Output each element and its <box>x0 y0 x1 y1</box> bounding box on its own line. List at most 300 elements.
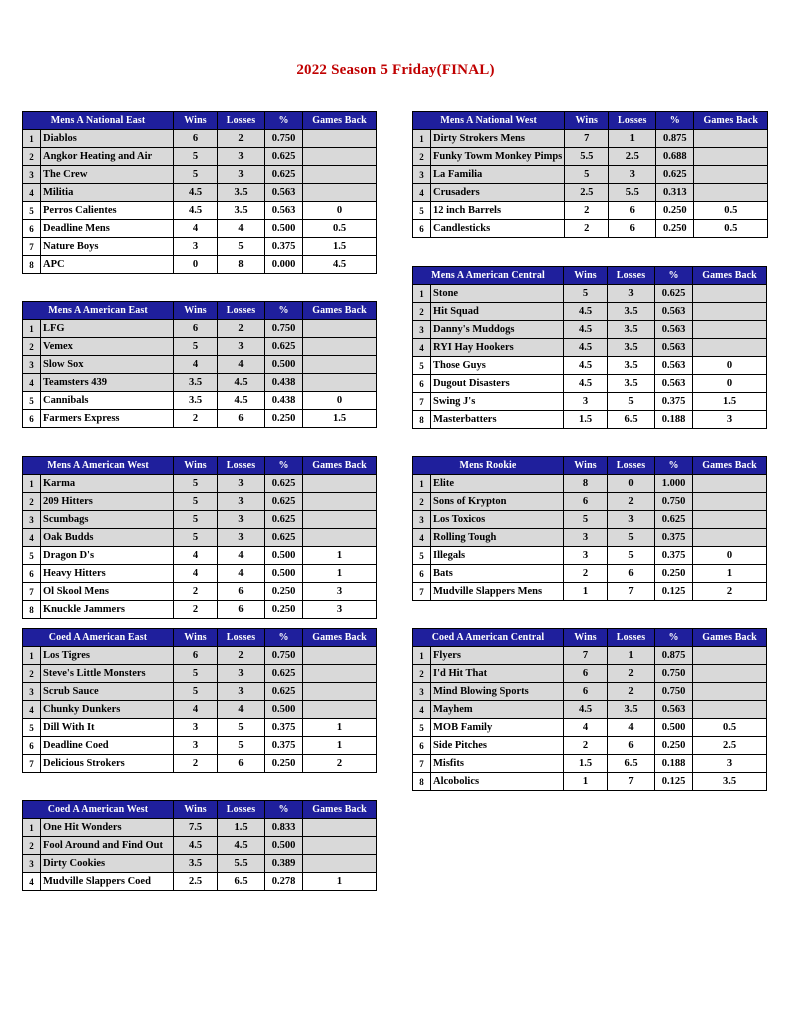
team-games-back: 1 <box>693 565 767 583</box>
table-row <box>413 148 768 166</box>
team-name: MOB Family <box>431 719 564 737</box>
row-rank: 1 <box>23 320 41 338</box>
team-losses: 3.5 <box>218 184 265 202</box>
team-name: 209 Hitters <box>41 493 174 511</box>
row-rank: 7 <box>23 238 41 256</box>
row-rank: 1 <box>23 130 41 148</box>
table-row <box>23 873 377 891</box>
team-losses: 5 <box>608 393 655 411</box>
team-games-back: 0 <box>303 202 377 220</box>
column-header-losses: Losses <box>218 457 265 475</box>
division-title: Mens A National East <box>23 112 174 130</box>
table-header-row <box>413 457 767 475</box>
table-row <box>23 392 377 410</box>
team-losses: 4.5 <box>218 392 265 410</box>
team-wins: 5 <box>174 166 218 184</box>
column-header-games-back: Games Back <box>694 112 768 130</box>
team-name: Swing J's <box>431 393 564 411</box>
team-wins: 4.5 <box>564 303 608 321</box>
team-name: One Hit Wonders <box>41 819 174 837</box>
team-games-back: 1 <box>303 547 377 565</box>
team-name: Los Tigres <box>41 647 174 665</box>
team-wins: 3.5 <box>174 855 218 873</box>
table-row <box>413 339 767 357</box>
row-rank: 1 <box>23 819 41 837</box>
row-rank: 2 <box>23 837 41 855</box>
team-pct: 0.625 <box>265 493 303 511</box>
column-header-wins: Wins <box>174 112 218 130</box>
division-title: Coed A American West <box>23 801 174 819</box>
team-losses: 3 <box>218 683 265 701</box>
row-rank: 3 <box>23 855 41 873</box>
table-row <box>413 184 768 202</box>
table-row <box>413 321 767 339</box>
team-wins: 2 <box>174 410 218 428</box>
team-games-back <box>693 321 767 339</box>
team-name: Scrub Sauce <box>41 683 174 701</box>
table-row <box>23 320 377 338</box>
table-row <box>413 737 767 755</box>
table-row <box>23 683 377 701</box>
table-row <box>413 166 768 184</box>
team-losses: 1 <box>608 647 655 665</box>
team-losses: 3 <box>218 338 265 356</box>
team-wins: 2 <box>565 220 609 238</box>
team-wins: 5 <box>564 511 608 529</box>
team-name: Nature Boys <box>41 238 174 256</box>
row-rank: 3 <box>23 511 41 529</box>
row-rank: 6 <box>23 410 41 428</box>
row-rank: 5 <box>23 392 41 410</box>
table-row <box>413 220 768 238</box>
division-title: Coed A American Central <box>413 629 564 647</box>
standings-table-coed-a-american-central <box>412 628 767 791</box>
table-row <box>23 220 377 238</box>
row-rank: 3 <box>413 511 431 529</box>
table-row <box>413 755 767 773</box>
team-name: Knuckle Jammers <box>41 601 174 619</box>
team-name: Side Pitches <box>431 737 564 755</box>
team-name: Chunky Dunkers <box>41 701 174 719</box>
team-games-back <box>303 819 377 837</box>
team-losses: 1.5 <box>218 819 265 837</box>
row-rank: 1 <box>413 130 431 148</box>
team-wins: 3 <box>174 238 218 256</box>
standings-table-mens-a-national-east <box>22 111 377 274</box>
team-games-back: 3 <box>693 755 767 773</box>
team-games-back <box>303 855 377 873</box>
row-rank: 4 <box>413 184 431 202</box>
team-games-back: 0.5 <box>693 719 767 737</box>
row-rank: 8 <box>413 773 431 791</box>
team-pct: 0.563 <box>265 202 303 220</box>
team-pct: 0.500 <box>265 701 303 719</box>
team-name: 12 inch Barrels <box>431 202 565 220</box>
team-pct: 0.250 <box>656 220 694 238</box>
standings-table-coed-a-american-east <box>22 628 377 773</box>
team-pct: 0.625 <box>655 285 693 303</box>
table-row <box>23 356 377 374</box>
team-games-back <box>694 148 768 166</box>
team-wins: 2.5 <box>174 873 218 891</box>
team-losses: 5.5 <box>609 184 656 202</box>
team-pct: 0.375 <box>655 393 693 411</box>
team-losses: 2 <box>608 665 655 683</box>
team-wins: 6 <box>174 130 218 148</box>
row-rank: 3 <box>413 166 431 184</box>
table-header-row <box>413 112 768 130</box>
column-header-pct: % <box>656 112 694 130</box>
team-games-back: 3 <box>693 411 767 429</box>
team-games-back <box>303 511 377 529</box>
row-rank: 6 <box>23 737 41 755</box>
team-games-back <box>693 665 767 683</box>
team-pct: 0.563 <box>655 303 693 321</box>
row-rank: 2 <box>413 665 431 683</box>
team-losses: 5 <box>608 529 655 547</box>
team-name: Rolling Tough <box>431 529 564 547</box>
standings-table-mens-a-american-central <box>412 266 767 429</box>
column-header-games-back: Games Back <box>693 629 767 647</box>
table-header-row <box>23 629 377 647</box>
team-wins: 4 <box>174 356 218 374</box>
row-rank: 3 <box>413 321 431 339</box>
team-games-back <box>694 184 768 202</box>
team-losses: 6.5 <box>608 755 655 773</box>
team-games-back <box>303 148 377 166</box>
row-rank: 2 <box>23 338 41 356</box>
column-header-wins: Wins <box>565 112 609 130</box>
team-wins: 1.5 <box>564 411 608 429</box>
team-name: Deadline Coed <box>41 737 174 755</box>
team-pct: 0.375 <box>265 238 303 256</box>
table-row <box>413 130 768 148</box>
team-wins: 4.5 <box>174 837 218 855</box>
team-losses: 4 <box>218 220 265 238</box>
table-row <box>413 375 767 393</box>
team-pct: 0.750 <box>655 493 693 511</box>
column-header-losses: Losses <box>218 112 265 130</box>
team-pct: 0.125 <box>655 583 693 601</box>
table-row <box>23 130 377 148</box>
team-games-back: 0.5 <box>303 220 377 238</box>
division-title: Mens A National West <box>413 112 565 130</box>
team-losses: 3 <box>218 166 265 184</box>
team-pct: 0.313 <box>656 184 694 202</box>
table-row <box>23 148 377 166</box>
team-wins: 5 <box>174 475 218 493</box>
row-rank: 7 <box>413 755 431 773</box>
column-header-wins: Wins <box>564 629 608 647</box>
division-title: Mens A American East <box>23 302 174 320</box>
table-header-row <box>23 302 377 320</box>
team-pct: 0.250 <box>265 601 303 619</box>
team-losses: 3 <box>218 148 265 166</box>
row-rank: 3 <box>23 356 41 374</box>
row-rank: 2 <box>413 303 431 321</box>
team-wins: 5 <box>174 529 218 547</box>
team-name: Danny's Muddogs <box>431 321 564 339</box>
table-row <box>23 184 377 202</box>
team-losses: 3 <box>218 475 265 493</box>
table-row <box>413 285 767 303</box>
column-header-games-back: Games Back <box>303 457 377 475</box>
table-row <box>23 601 377 619</box>
table-row <box>23 202 377 220</box>
team-name: La Familia <box>431 166 565 184</box>
row-rank: 4 <box>23 701 41 719</box>
team-games-back <box>303 475 377 493</box>
team-pct: 0.375 <box>265 719 303 737</box>
column-header-wins: Wins <box>174 457 218 475</box>
team-name: Dirty Strokers Mens <box>431 130 565 148</box>
row-rank: 4 <box>23 873 41 891</box>
team-name: Mayhem <box>431 701 564 719</box>
team-wins: 4 <box>174 547 218 565</box>
table-row <box>413 202 768 220</box>
column-header-wins: Wins <box>174 801 218 819</box>
team-losses: 2 <box>608 493 655 511</box>
team-games-back: 0 <box>693 375 767 393</box>
team-pct: 0.625 <box>265 529 303 547</box>
team-losses: 8 <box>218 256 265 274</box>
team-name: I'd Hit That <box>431 665 564 683</box>
team-name: Stone <box>431 285 564 303</box>
team-games-back: 0.5 <box>694 202 768 220</box>
team-losses: 3.5 <box>608 339 655 357</box>
team-wins: 4.5 <box>564 339 608 357</box>
table-header-row <box>23 801 377 819</box>
team-pct: 0.625 <box>265 475 303 493</box>
team-losses: 0 <box>608 475 655 493</box>
row-rank: 2 <box>23 148 41 166</box>
row-rank: 5 <box>23 719 41 737</box>
table-row <box>413 475 767 493</box>
table-row <box>23 755 377 773</box>
team-losses: 2 <box>218 130 265 148</box>
table-row <box>413 701 767 719</box>
team-wins: 4.5 <box>564 375 608 393</box>
row-rank: 1 <box>413 285 431 303</box>
team-losses: 7 <box>608 773 655 791</box>
team-games-back <box>694 130 768 148</box>
row-rank: 7 <box>23 583 41 601</box>
team-losses: 5 <box>218 238 265 256</box>
team-pct: 0.500 <box>265 565 303 583</box>
team-name: Perros Calientes <box>41 202 174 220</box>
team-wins: 2 <box>174 583 218 601</box>
team-pct: 0.688 <box>656 148 694 166</box>
team-losses: 4 <box>218 356 265 374</box>
row-rank: 5 <box>23 547 41 565</box>
team-games-back <box>303 529 377 547</box>
team-losses: 4 <box>218 701 265 719</box>
team-pct: 0.750 <box>655 665 693 683</box>
team-wins: 6 <box>564 665 608 683</box>
table-row <box>23 238 377 256</box>
team-wins: 6 <box>174 320 218 338</box>
team-pct: 0.000 <box>265 256 303 274</box>
team-losses: 3 <box>609 166 656 184</box>
team-name: Mudville Slappers Coed <box>41 873 174 891</box>
team-games-back <box>303 338 377 356</box>
team-games-back <box>303 493 377 511</box>
team-wins: 5 <box>174 148 218 166</box>
row-rank: 5 <box>413 547 431 565</box>
team-name: Illegals <box>431 547 564 565</box>
team-name: Crusaders <box>431 184 565 202</box>
standings-table-mens-a-national-west <box>412 111 768 238</box>
team-wins: 5 <box>174 683 218 701</box>
team-games-back: 0 <box>693 357 767 375</box>
team-pct: 0.250 <box>655 565 693 583</box>
team-wins: 7.5 <box>174 819 218 837</box>
row-rank: 8 <box>23 256 41 274</box>
division-title: Mens Rookie <box>413 457 564 475</box>
column-header-games-back: Games Back <box>303 112 377 130</box>
team-wins: 4 <box>174 220 218 238</box>
row-rank: 2 <box>413 148 431 166</box>
team-pct: 0.563 <box>265 184 303 202</box>
table-row <box>23 665 377 683</box>
table-row <box>23 547 377 565</box>
column-header-pct: % <box>265 302 303 320</box>
team-games-back <box>303 184 377 202</box>
team-games-back <box>303 374 377 392</box>
team-name: Alcobolics <box>431 773 564 791</box>
team-games-back: 0.5 <box>694 220 768 238</box>
row-rank: 6 <box>23 565 41 583</box>
team-wins: 2 <box>564 737 608 755</box>
page-title: 2022 Season 5 Friday(FINAL) <box>296 62 495 78</box>
column-header-pct: % <box>655 629 693 647</box>
table-row <box>23 374 377 392</box>
table-row <box>23 410 377 428</box>
team-name: Dill With It <box>41 719 174 737</box>
table-row <box>23 511 377 529</box>
team-pct: 0.625 <box>265 683 303 701</box>
table-row <box>413 303 767 321</box>
team-games-back: 0 <box>303 392 377 410</box>
team-wins: 2 <box>174 755 218 773</box>
team-games-back <box>693 493 767 511</box>
column-header-pct: % <box>265 112 303 130</box>
team-losses: 2 <box>218 647 265 665</box>
row-rank: 6 <box>413 737 431 755</box>
team-wins: 1 <box>564 773 608 791</box>
team-losses: 3 <box>608 511 655 529</box>
team-wins: 3 <box>174 719 218 737</box>
team-pct: 0.500 <box>655 719 693 737</box>
table-header-row <box>23 457 377 475</box>
team-name: Scumbags <box>41 511 174 529</box>
row-rank: 5 <box>413 719 431 737</box>
team-games-back <box>303 837 377 855</box>
column-header-pct: % <box>265 457 303 475</box>
team-games-back <box>693 701 767 719</box>
team-pct: 1.000 <box>655 475 693 493</box>
team-losses: 3.5 <box>218 202 265 220</box>
team-games-back: 2.5 <box>693 737 767 755</box>
team-wins: 3 <box>564 393 608 411</box>
column-header-losses: Losses <box>218 801 265 819</box>
team-wins: 0 <box>174 256 218 274</box>
team-games-back <box>693 511 767 529</box>
team-pct: 0.250 <box>265 410 303 428</box>
team-pct: 0.625 <box>265 665 303 683</box>
table-row <box>413 683 767 701</box>
column-header-games-back: Games Back <box>303 302 377 320</box>
team-wins: 6 <box>564 493 608 511</box>
row-rank: 5 <box>413 357 431 375</box>
column-header-losses: Losses <box>218 629 265 647</box>
team-games-back <box>303 130 377 148</box>
row-rank: 4 <box>23 374 41 392</box>
table-row <box>413 647 767 665</box>
team-name: Vemex <box>41 338 174 356</box>
team-games-back <box>303 701 377 719</box>
column-header-games-back: Games Back <box>303 801 377 819</box>
team-games-back: 2 <box>693 583 767 601</box>
table-row <box>23 529 377 547</box>
team-name: Delicious Strokers <box>41 755 174 773</box>
table-row <box>23 647 377 665</box>
row-rank: 8 <box>23 601 41 619</box>
row-rank: 3 <box>23 166 41 184</box>
table-row <box>23 719 377 737</box>
team-games-back: 1 <box>303 873 377 891</box>
row-rank: 5 <box>23 202 41 220</box>
team-pct: 0.750 <box>655 683 693 701</box>
team-games-back <box>693 339 767 357</box>
column-header-pct: % <box>265 801 303 819</box>
standings-table-coed-a-american-west <box>22 800 377 891</box>
team-games-back <box>693 647 767 665</box>
team-name: Diablos <box>41 130 174 148</box>
team-losses: 3.5 <box>608 303 655 321</box>
row-rank: 4 <box>23 529 41 547</box>
team-pct: 0.875 <box>655 647 693 665</box>
team-pct: 0.750 <box>265 320 303 338</box>
team-losses: 2.5 <box>609 148 656 166</box>
team-wins: 3.5 <box>174 392 218 410</box>
row-rank: 7 <box>413 583 431 601</box>
team-wins: 4.5 <box>564 701 608 719</box>
table-header-row <box>413 267 767 285</box>
team-pct: 0.833 <box>265 819 303 837</box>
table-row <box>23 701 377 719</box>
division-title: Coed A American East <box>23 629 174 647</box>
team-games-back: 1 <box>303 565 377 583</box>
team-losses: 7 <box>608 583 655 601</box>
team-wins: 5 <box>174 493 218 511</box>
team-name: Masterbatters <box>431 411 564 429</box>
team-wins: 2.5 <box>565 184 609 202</box>
team-name: APC <box>41 256 174 274</box>
table-row <box>23 493 377 511</box>
team-pct: 0.625 <box>656 166 694 184</box>
team-losses: 1 <box>609 130 656 148</box>
team-name: Candlesticks <box>431 220 565 238</box>
team-name: Militia <box>41 184 174 202</box>
team-wins: 6 <box>174 647 218 665</box>
team-losses: 4 <box>608 719 655 737</box>
team-games-back <box>693 529 767 547</box>
team-pct: 0.278 <box>265 873 303 891</box>
table-row <box>413 357 767 375</box>
team-games-back: 4.5 <box>303 256 377 274</box>
team-games-back: 3 <box>303 583 377 601</box>
